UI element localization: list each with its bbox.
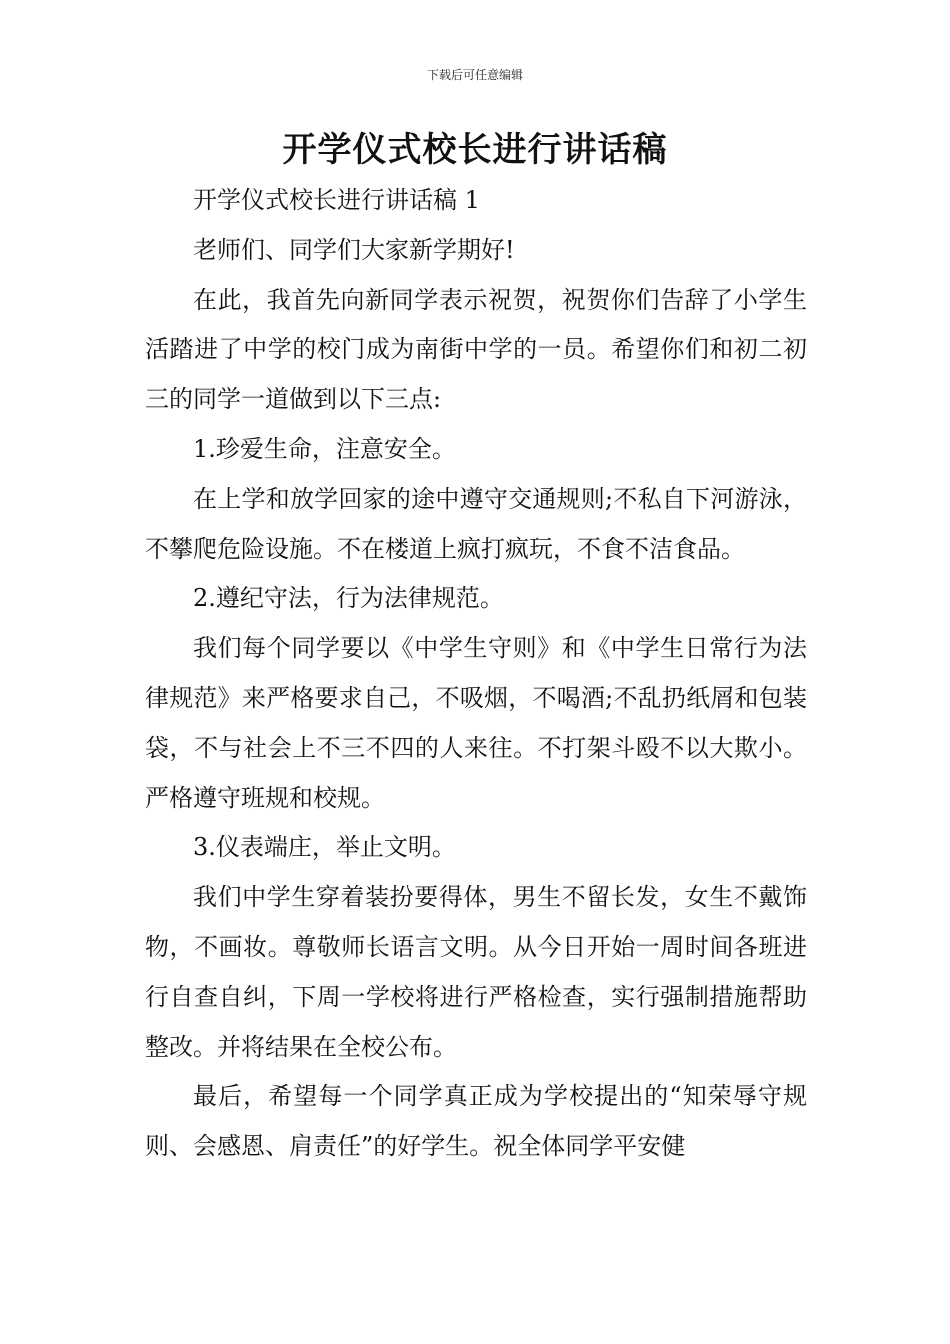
section-heading: 开学仪式校长进行讲话稿 1 bbox=[193, 186, 480, 214]
document-body bbox=[145, 176, 807, 1172]
body-paragraph: 在上学和放学回家的途中遵守交通规则;不私自下河游泳，不攀爬危险设施。不在楼道上疯打疯玩，不食不洁食品。 bbox=[145, 484, 807, 563]
numbered-point: 2.遵纪守法，行为法律规范。 bbox=[193, 584, 504, 613]
greeting-paragraph: 老师们、同学们大家新学期好! bbox=[193, 235, 515, 264]
document-title: 开学仪式校长进行讲话稿 bbox=[282, 130, 668, 170]
page-header-note: 下载后可任意编辑 bbox=[426, 68, 523, 82]
body-paragraph: 我们中学生穿着装扮要得体，男生不留长发，女生不戴饰物，不画妆。尊敬师长语言文明。从今日开始一周时间各班进行自查自纠，下周一学校将进行严格检查，实行强制措施帮助整改。并将结果在全校公布。 bbox=[145, 883, 807, 1061]
body-paragraph: 最后，希望每一个同学真正成为学校提出的“知荣辱守规则、会感恩、肩责任”的好学生。祝全体同学平安健 bbox=[145, 1082, 807, 1161]
body-paragraph: 我们每个同学要以《中学生守则》和《中学生日常行为法律规范》来严格要求自己，不吸烟，不喝酒;不乱扔纸屑和包装袋，不与社会上不三不四的人来往。不打架斗殴不以大欺小。严格遵守班规和校规。 bbox=[145, 634, 807, 812]
numbered-point: 3.仪表端庄，举止文明。 bbox=[193, 833, 456, 862]
body-paragraph: 在此，我首先向新同学表示祝贺，祝贺你们告辞了小学生活踏进了中学的校门成为南街中学的一员。希望你们和初二初三的同学一道做到以下三点: bbox=[145, 285, 807, 414]
numbered-point: 1.珍爱生命，注意安全。 bbox=[193, 434, 456, 463]
